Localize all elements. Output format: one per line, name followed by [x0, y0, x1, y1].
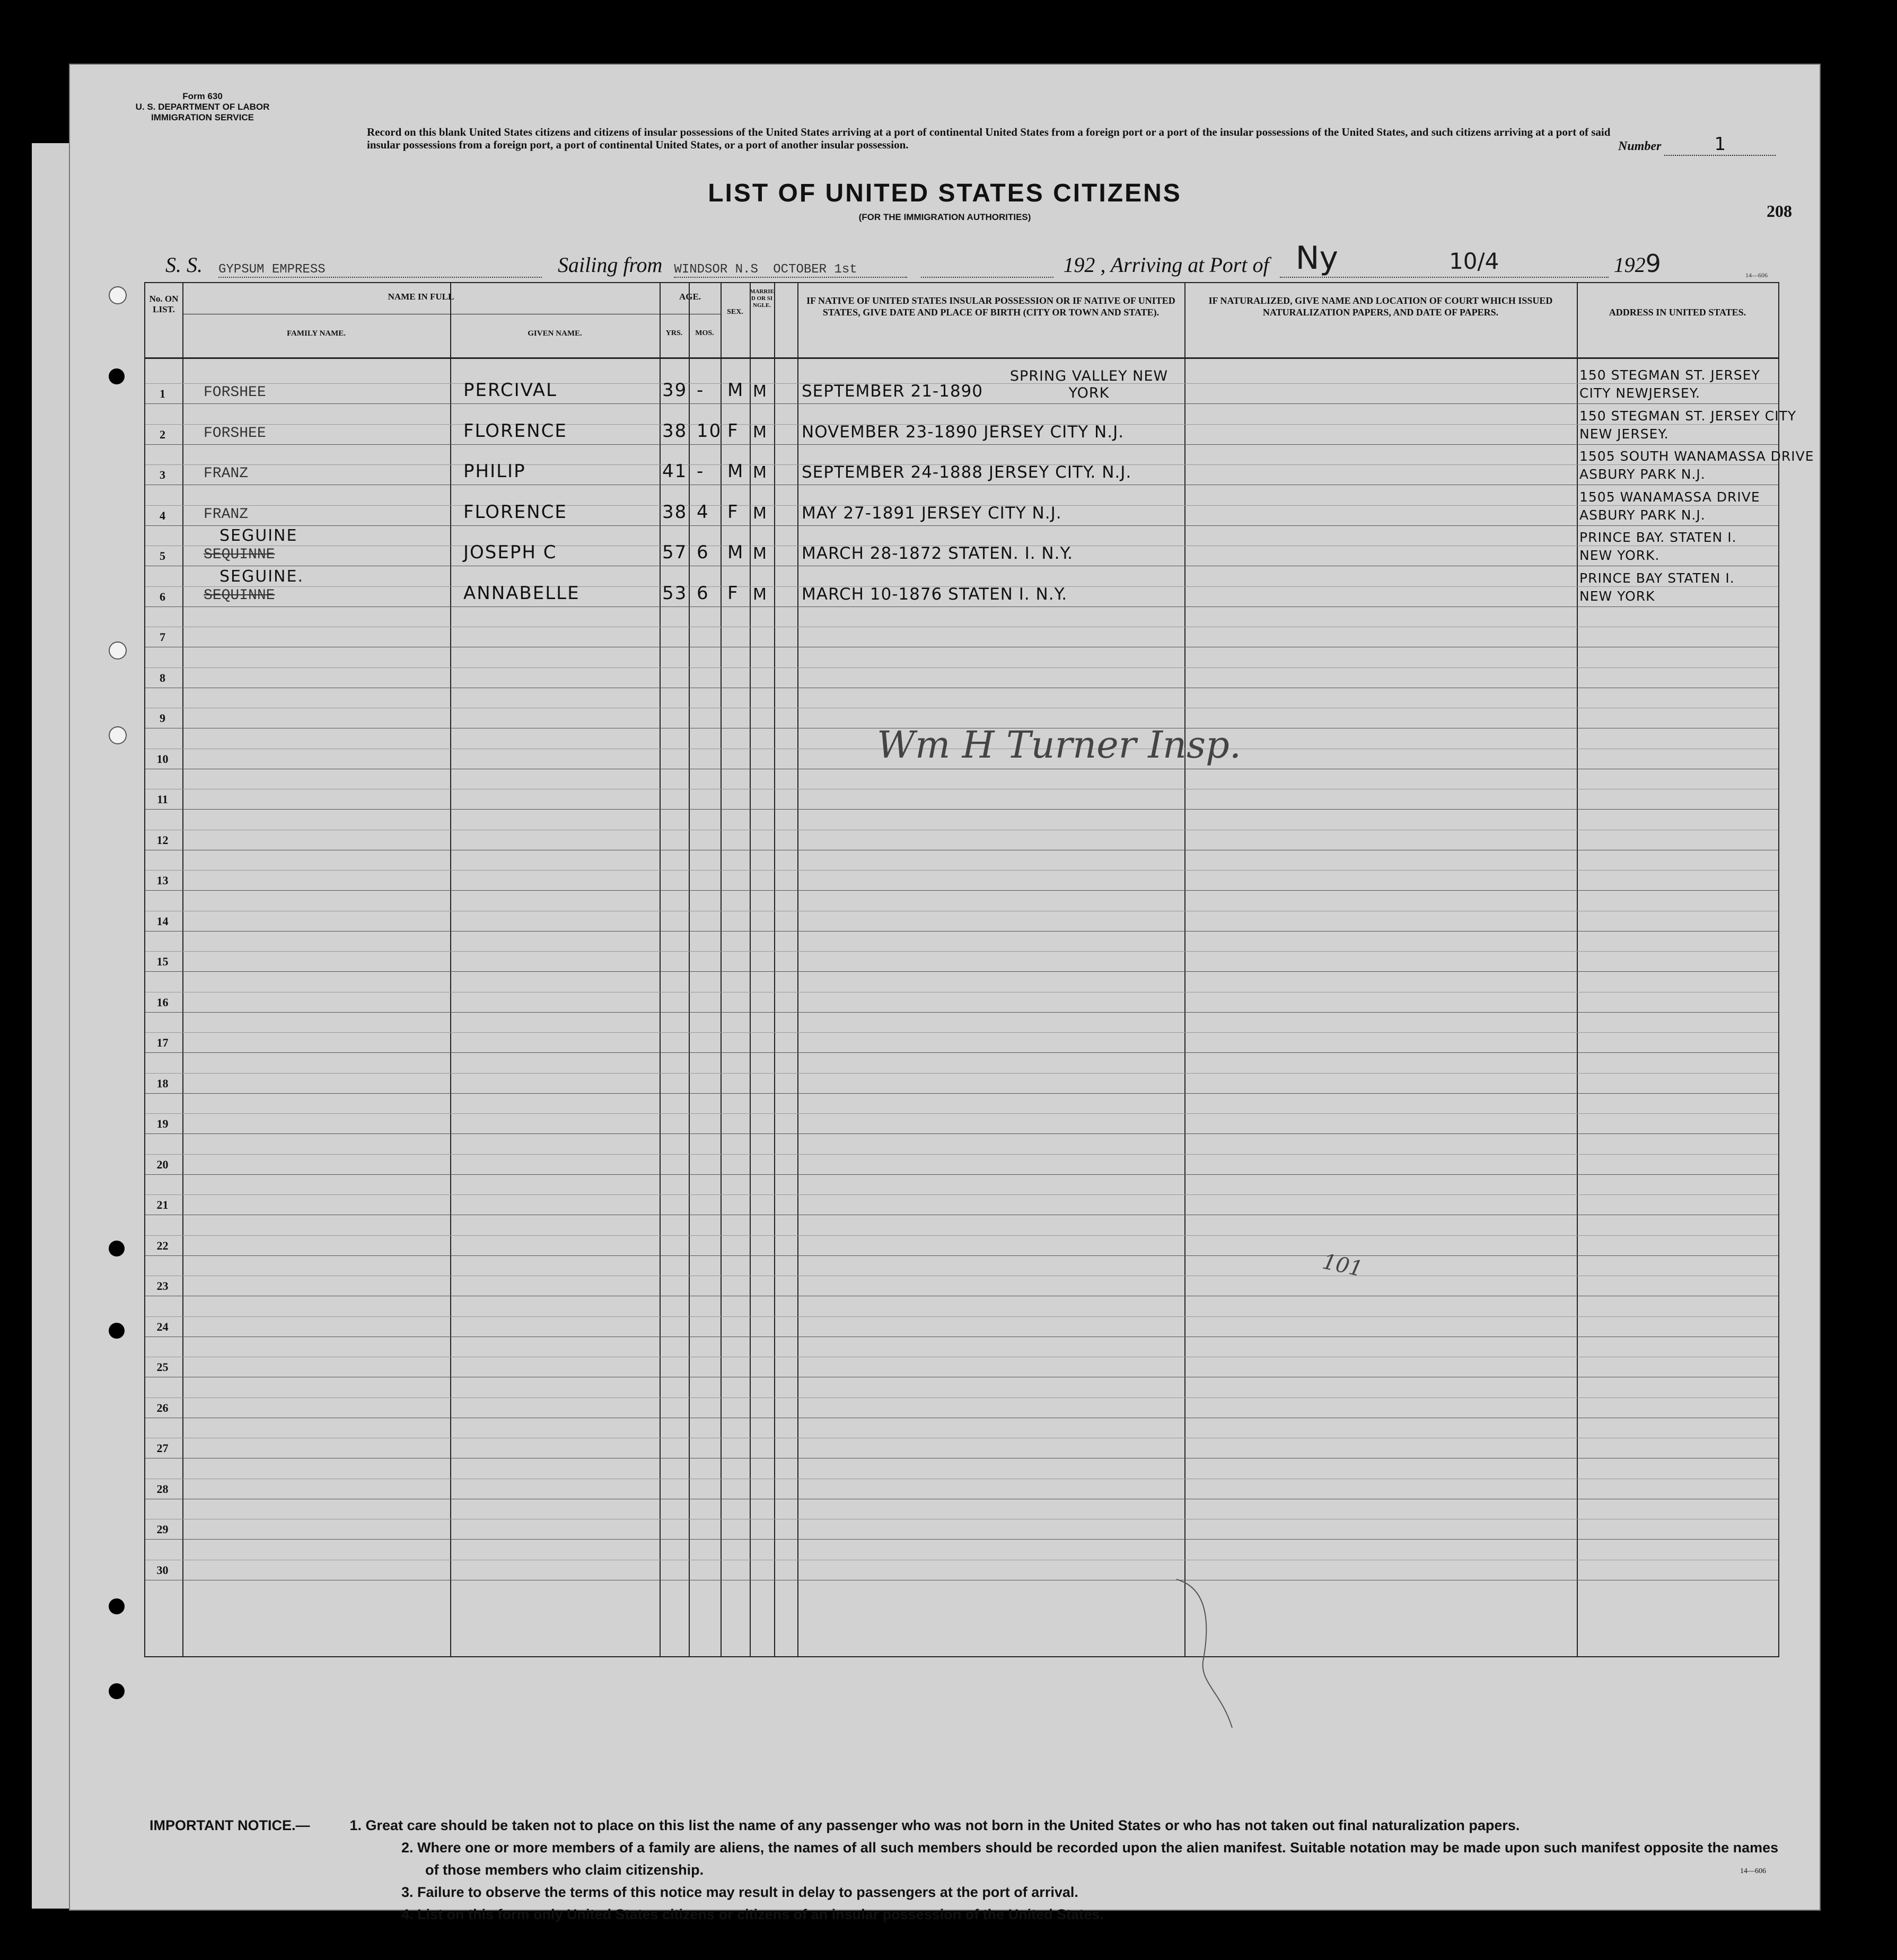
given-name: ANNABELLE	[463, 582, 580, 604]
given-name: JOSEPH C	[463, 542, 557, 563]
marital-status: M	[753, 504, 768, 523]
age-months: -	[697, 461, 705, 482]
row-number: 25	[156, 1360, 169, 1374]
form-subtitle: (FOR THE IMMIGRATION AUTHORITIES)	[858, 212, 1031, 222]
form-identifier	[115, 91, 290, 123]
row-number: 24	[156, 1320, 169, 1333]
row-number: 18	[156, 1076, 169, 1090]
row-number: 15	[156, 955, 169, 968]
sex: F	[727, 420, 739, 442]
marital-status: M	[753, 544, 768, 563]
table-row	[145, 810, 1778, 850]
row-number: 28	[156, 1482, 169, 1496]
row-number: 16	[156, 995, 169, 1009]
given-name: PHILIP	[463, 461, 526, 482]
notice-item-3: 3. Failure to observe the terms of this notice may result in delay to passengers at the port of arrival.	[401, 1884, 1078, 1900]
header-sex: SEX.	[727, 308, 743, 316]
header-birth: IF NATIVE OF UNITED STATES INSULAR POSSESSION OR IF NATIVE OF UNITED STATES, GIVE DATE AND PLACE OF BIRTH (CITY OR TOWN AND STATE).	[806, 295, 1175, 318]
arrival-date: 10/4	[1449, 248, 1499, 274]
age-months: 4	[697, 501, 709, 523]
row-number: 27	[156, 1442, 169, 1455]
arrival-year-prefix: 192	[1613, 253, 1646, 277]
age-years: 57	[662, 542, 688, 563]
header-given-name: GIVEN NAME.	[528, 329, 582, 338]
arrival-port-fill	[1280, 240, 1609, 278]
row-number: 12	[156, 833, 169, 847]
binder-hole	[109, 1323, 125, 1339]
age-years: 38	[662, 501, 688, 523]
departure-port: WINDSOR N.S	[674, 262, 758, 277]
birth-date-place: SEPTEMBER 24-1888 JERSEY CITY. N.J.	[802, 463, 1132, 482]
family-name: FRANZ	[204, 506, 249, 523]
table-row	[145, 1216, 1778, 1256]
family-name: SEQUINNE	[204, 587, 275, 604]
table-row	[145, 1378, 1778, 1418]
address-line-1: PRINCE BAY STATEN I.	[1579, 570, 1735, 586]
family-name: SEQUINNE	[204, 547, 275, 563]
fine-print: 14—606	[1745, 271, 1768, 279]
sex: F	[727, 582, 739, 604]
table-row	[145, 526, 1778, 566]
address-line-1: 150 STEGMAN ST. JERSEY	[1579, 367, 1760, 383]
inspector-signature: Wm H Turner Insp.	[877, 723, 1242, 767]
sex: M	[727, 461, 744, 482]
list-number-field	[1618, 134, 1776, 156]
passenger-table	[144, 282, 1814, 1657]
form-code: 14—606	[1740, 1867, 1766, 1875]
given-name: PERCIVAL	[463, 380, 557, 401]
table-row	[145, 1175, 1778, 1215]
voyage-line	[165, 240, 1809, 278]
header-age: AGE.	[679, 292, 701, 302]
address-line-2: NEW YORK	[1579, 588, 1655, 604]
family-name-correction: SEGUINE.	[219, 567, 304, 586]
ship-name: GYPSUM EMPRESS	[218, 262, 542, 278]
binder-hole	[109, 286, 127, 304]
margin-number: 101	[1320, 1249, 1365, 1282]
table-row	[145, 445, 1814, 485]
notice-lead: IMPORTANT NOTICE.—	[150, 1817, 310, 1833]
row-number: 10	[156, 752, 169, 766]
marital-status: M	[753, 463, 768, 482]
marital-status: M	[753, 382, 768, 401]
row-number: 11	[157, 793, 168, 806]
address-line-1: 1505 SOUTH WANAMASSA DRIVE	[1579, 449, 1814, 464]
row-number: 2	[160, 427, 165, 441]
header-naturalized: IF NATURALIZED, GIVE NAME AND LOCATION OF COURT WHICH ISSUED NATURALIZATION PAPERS, AND DATE OF PAPERS.	[1208, 295, 1553, 318]
birth-date-place: NOVEMBER 23-1890 JERSEY CITY N.J.	[802, 422, 1125, 442]
row-number: 17	[156, 1036, 169, 1049]
address-line-1: 1505 WANAMASSA DRIVE	[1579, 489, 1760, 505]
row-number: 30	[156, 1563, 169, 1577]
table-row	[145, 364, 1778, 404]
age-years: 38	[662, 420, 688, 442]
row-number: 1	[160, 387, 165, 400]
address-line-2: NEW YORK.	[1579, 548, 1660, 563]
citizens-list-form	[69, 64, 1821, 1922]
arriving-label: , Arriving at Port of	[1100, 253, 1269, 277]
age-years: 39	[662, 380, 688, 401]
header-married-single: MARRIED OR SINGLE.	[750, 288, 774, 309]
table-row	[145, 688, 1778, 728]
header-address: ADDRESS IN UNITED STATES.	[1609, 307, 1746, 318]
table-row	[145, 769, 1778, 810]
row-number: 23	[156, 1279, 169, 1293]
important-notice	[150, 1814, 1793, 1926]
binder-hole	[109, 1598, 125, 1614]
table-row	[145, 1256, 1778, 1296]
table-row	[145, 891, 1778, 931]
sailing-label: Sailing from	[558, 253, 663, 277]
row-number: 5	[160, 549, 165, 562]
table-row	[145, 1053, 1778, 1094]
notice-item-1: 1. Great care should be taken not to place on this list the name of any passenger who was not born in the United States or who has not taken out final naturalization papers.	[349, 1817, 1520, 1833]
department-name: U. S. DEPARTMENT OF LABOR	[135, 102, 270, 112]
family-name: FORSHEE	[204, 425, 266, 442]
table-row	[145, 1459, 1778, 1499]
row-number: 14	[156, 914, 169, 928]
table-row	[145, 648, 1778, 688]
family-name: FRANZ	[204, 465, 249, 482]
form-title: LIST OF UNITED STATES CITIZENS	[708, 179, 1182, 207]
departure-date-blank	[921, 277, 1053, 278]
binder-hole	[109, 1683, 125, 1699]
age-months: 6	[697, 542, 709, 563]
binder-hole	[109, 1241, 125, 1256]
binder-hole	[109, 368, 125, 384]
age-months: -	[697, 380, 705, 401]
departure-fill	[674, 262, 907, 278]
birth-date-place: SEPTEMBER 21-1890	[802, 382, 983, 401]
header-mos: MOS.	[695, 329, 714, 337]
family-name: FORSHEE	[204, 384, 266, 401]
form-instructions: Record on this blank United States citizens and citizens of insular possessions of the United States arriving at a port of continental United States from a foreign port or a port of the insular possessions of the United States, and such citizens arriving at a port of said insular possessions from a foreign port, a port of continental United States, or a port of another insular possession.	[367, 126, 1611, 151]
row-number: 26	[156, 1401, 169, 1414]
sex: M	[727, 380, 744, 401]
row-number: 20	[156, 1157, 169, 1171]
row-number: 22	[156, 1238, 169, 1252]
address-line-2: NEW JERSEY.	[1579, 426, 1669, 442]
row-number: 3	[160, 468, 165, 481]
table-row	[145, 405, 1797, 445]
given-name: FLORENCE	[463, 501, 567, 523]
table-row	[145, 1337, 1778, 1377]
table-row	[145, 607, 1778, 647]
pencil-mark	[1174, 1577, 1248, 1730]
number-label: Number	[1618, 139, 1662, 153]
binder-hole	[109, 641, 127, 660]
table-header	[145, 283, 1778, 359]
service-name: IMMIGRATION SERVICE	[151, 112, 254, 122]
header-no: No. ON LIST.	[149, 294, 179, 314]
year-prefix: 192	[1063, 253, 1095, 277]
address-line-2: ASBURY PARK N.J.	[1579, 507, 1706, 523]
row-number: 4	[160, 508, 165, 522]
table-row	[145, 931, 1778, 972]
table-row	[145, 1540, 1778, 1580]
row-number: 19	[156, 1117, 169, 1130]
binder-hole	[109, 726, 127, 744]
given-name: FLORENCE	[463, 420, 567, 442]
table-row	[145, 1094, 1778, 1134]
birth-date-place: MAY 27-1891 JERSEY CITY N.J.	[802, 503, 1062, 523]
sex: F	[727, 501, 739, 523]
age-years: 41	[662, 461, 688, 482]
table-row	[145, 567, 1778, 607]
age-years: 53	[662, 582, 688, 604]
address-line-2: CITY NEWJERSEY.	[1579, 385, 1700, 401]
table-row	[145, 1013, 1778, 1053]
address-line-1: PRINCE BAY. STATEN I.	[1579, 530, 1737, 545]
form-number: Form 630	[182, 91, 223, 101]
address-line-2: ASBURY PARK N.J.	[1579, 467, 1706, 482]
row-number: 13	[156, 874, 169, 887]
table-row	[145, 1297, 1778, 1337]
birth-date-place: MARCH 28-1872 STATEN. I. N.Y.	[802, 544, 1073, 563]
notice-item-2: 2. Where one or more members of a family are aliens, the names of all such members should be recorded upon the alien manifest. Suitable notation may be made upon such manifest opposite the names of those members who claim citizenship.	[401, 1840, 1779, 1878]
number-value: 1	[1664, 134, 1776, 156]
notice-item-4: 4. List on this form only United States citizens or citizens of an insular possession of the United States.	[401, 1906, 1104, 1922]
address-line-1: 150 STEGMAN ST. JERSEY CITY	[1579, 408, 1797, 424]
row-number: 21	[156, 1198, 169, 1211]
family-name-correction: SEGUINE	[219, 526, 298, 545]
row-number: 7	[160, 630, 165, 644]
table-row	[145, 972, 1778, 1013]
marital-status: M	[753, 423, 768, 442]
departure-date: OCTOBER 1st	[773, 262, 857, 277]
row-number: 6	[160, 590, 165, 603]
birth-place: SPRING VALLEY NEW YORK	[1009, 368, 1169, 401]
header-name-in-full: NAME IN FULL	[388, 292, 454, 302]
age-months: 10	[697, 420, 722, 442]
age-months: 6	[697, 582, 709, 604]
header-yrs: YRS.	[665, 329, 683, 337]
table-row	[145, 486, 1778, 526]
row-number: 8	[160, 671, 165, 684]
header-family-name: FAMILY NAME.	[286, 329, 346, 338]
table-row	[145, 1499, 1778, 1540]
sex: M	[727, 542, 744, 563]
table-row	[145, 1418, 1778, 1458]
row-number: 9	[160, 711, 165, 725]
arrival-port: Ny	[1295, 240, 1338, 277]
row-number: 29	[156, 1523, 169, 1536]
arrival-year-suffix: 9	[1645, 249, 1661, 278]
table-row	[145, 1135, 1778, 1175]
table-row	[145, 850, 1778, 891]
birth-date-place: MARCH 10-1876 STATEN I. N.Y.	[802, 584, 1068, 604]
ss-label: S. S.	[165, 253, 203, 277]
marital-status: M	[753, 585, 768, 604]
page-stamp: 208	[1767, 201, 1792, 221]
